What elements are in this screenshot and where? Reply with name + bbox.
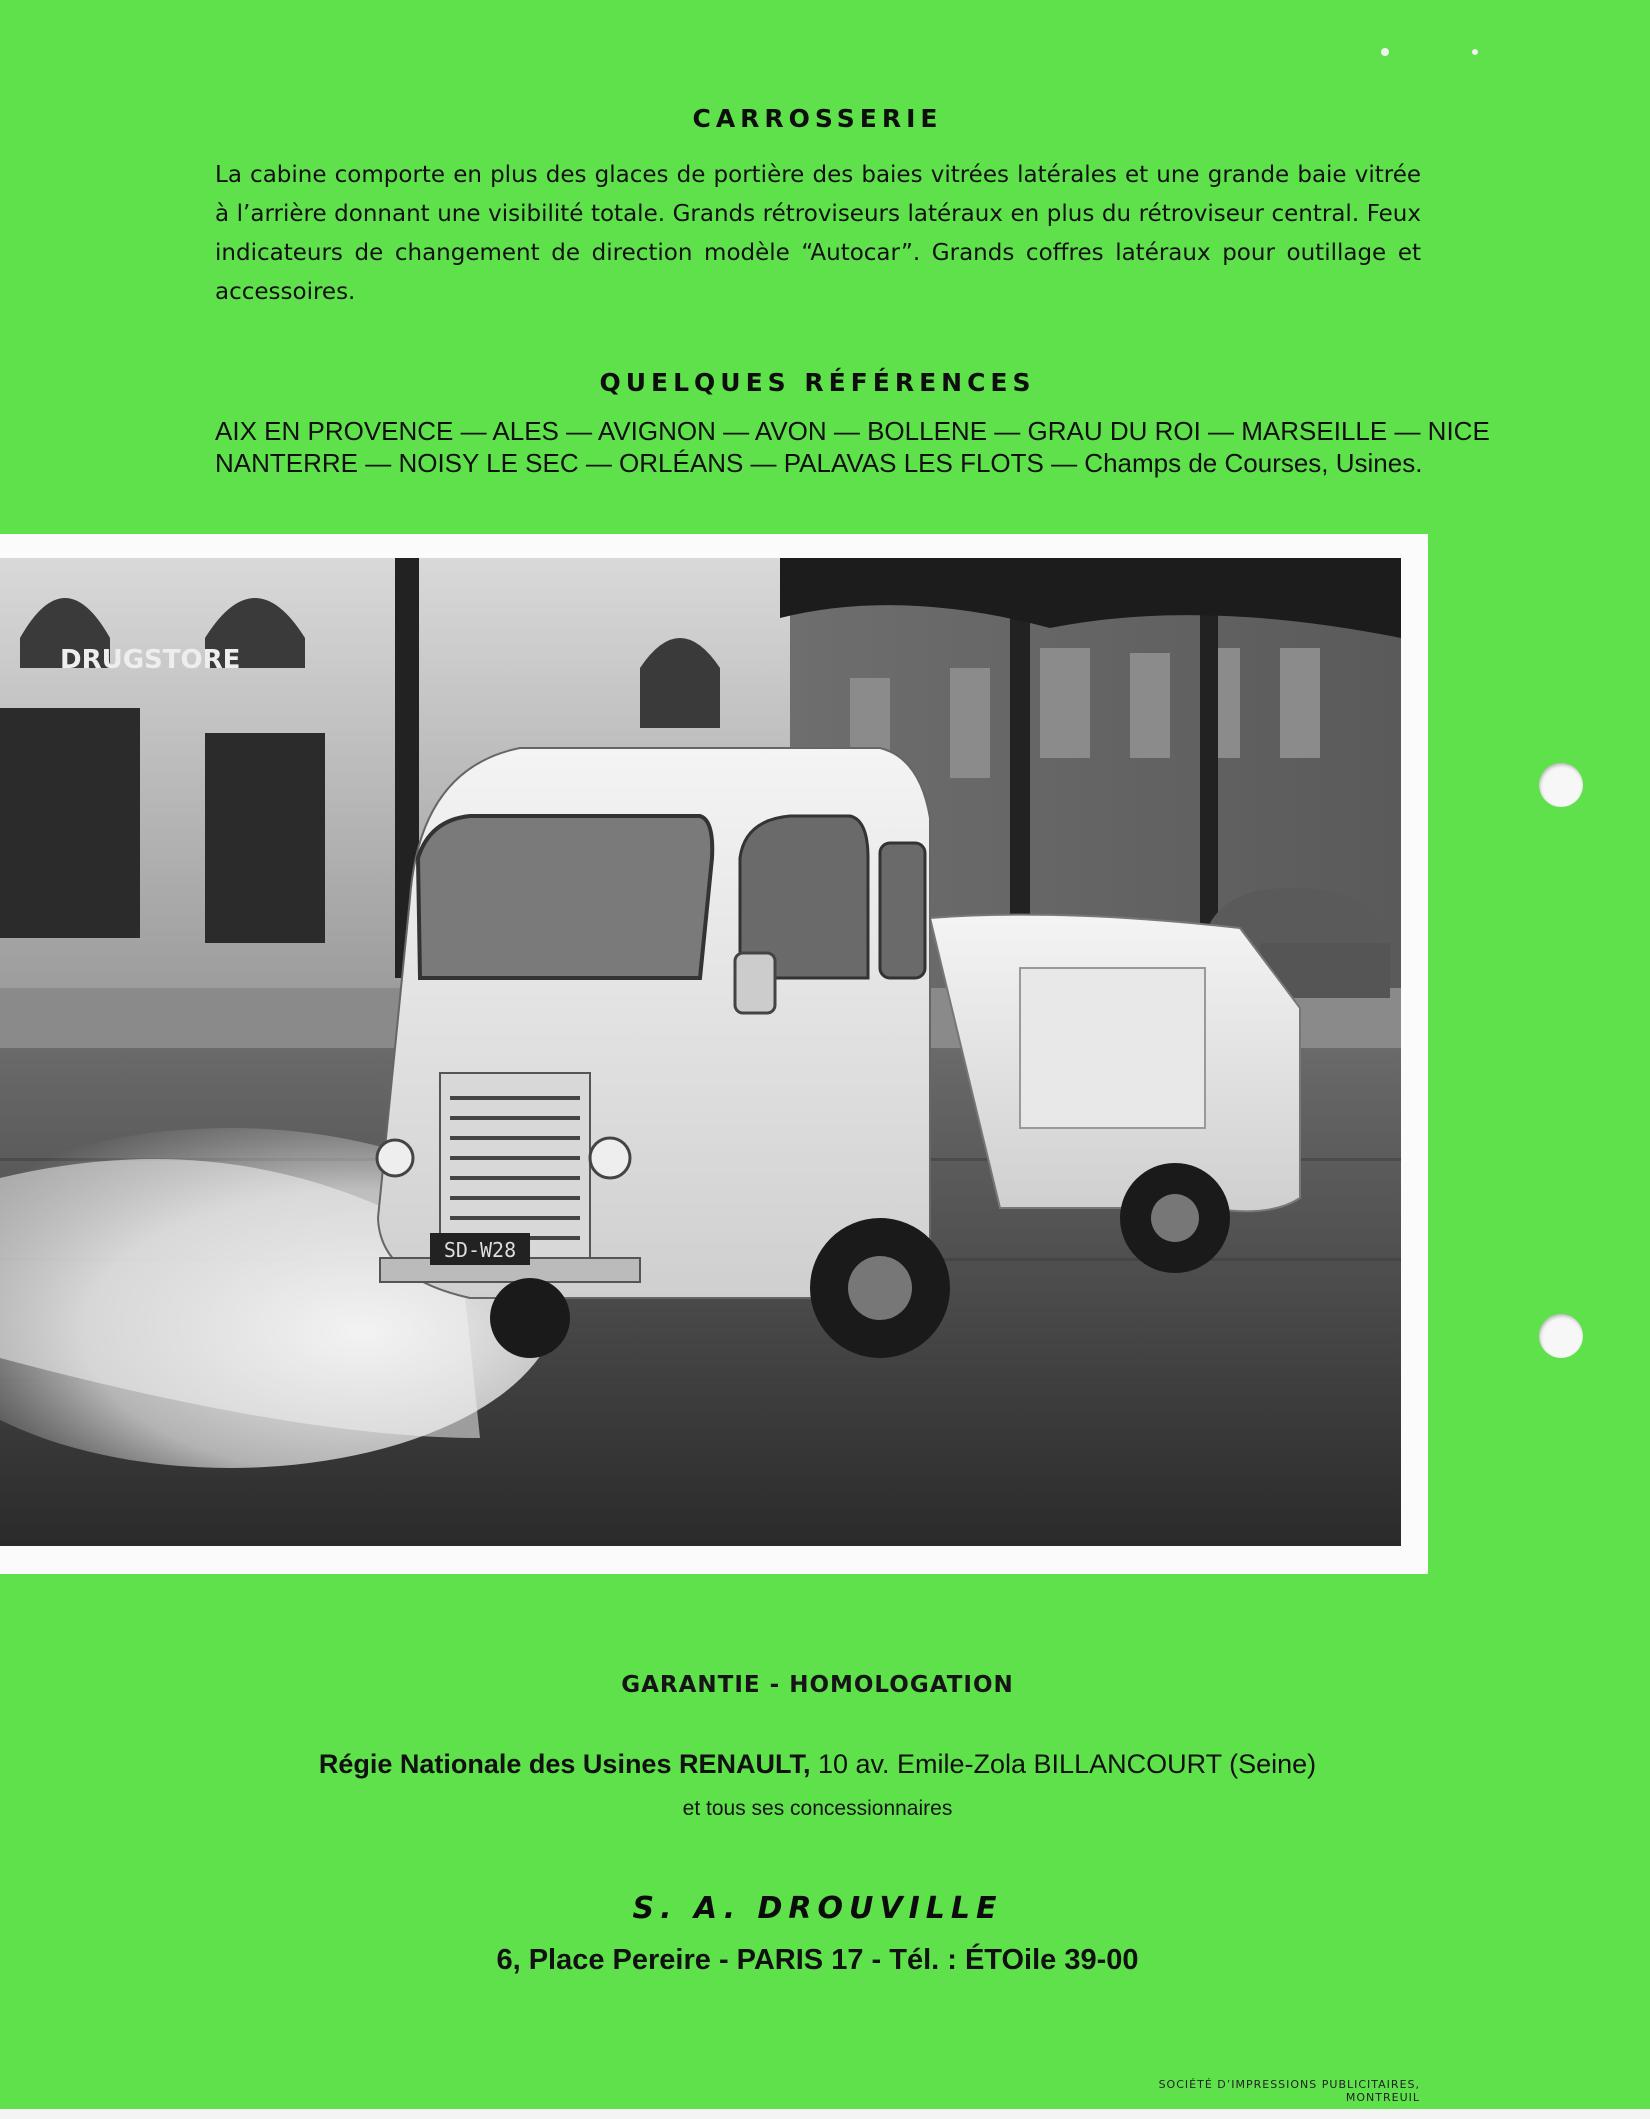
manufacturer-address: 10 av. Emile-Zola BILLANCOURT (Seine): [810, 1749, 1317, 1779]
dealers-line: et tous ses concessionnaires: [682, 1797, 953, 1820]
references-line-1: AIX EN PROVENCE — ALES — AVIGNON — AVON — BOLLENE — GRAU DU ROI — MARSEILLE — NICE: [215, 416, 1490, 446]
references-heading: QUELQUES RÉFÉRENCES: [599, 368, 1036, 397]
truck-photo: [0, 558, 1401, 1546]
carrosserie-heading: CARROSSERIE: [692, 104, 943, 133]
references-list: [215, 415, 1490, 479]
printer-credit: SOCIÉTÉ D’IMPRESSIONS PUBLICITAIRES, MONTREUIL: [1158, 2078, 1420, 2104]
street-sweeper-truck-illustration: [0, 558, 1401, 1546]
garantie-heading: GARANTIE - HOMOLOGATION: [621, 1672, 1014, 1698]
references-line-2: NANTERRE — NOISY LE SEC — ORLÉANS — PALAVAS LES FLOTS — Champs de Courses, Usines.: [215, 448, 1423, 478]
license-plate: SD-W28: [443, 1238, 517, 1262]
company-name: S. A. DROUVILLE: [632, 1891, 1003, 1926]
punch-hole-bottom: [1539, 1314, 1583, 1358]
punch-hole-top: [1539, 763, 1583, 807]
corner-marks: [1370, 40, 1500, 70]
carrosserie-paragraph: La cabine comporte en plus des glaces de portière des baies vitrées latérales et une grande baie vitrée à l’arrière donnant une visibilité totale. Grands rétroviseurs latéraux en plus du rétroviseur central. Feux indicateurs de changement de direction modèle “Autocar”. Grands coffres latéraux pour outillage et accessoires.: [215, 162, 1421, 305]
shop-sign: DRUGSTORE: [60, 645, 241, 675]
manufacturer-name: Régie Nationale des Usines RENAULT,: [318, 1749, 811, 1779]
company-address: 6, Place Pereire - PARIS 17 - Tél. : ÉTOile 39-00: [496, 1944, 1139, 1976]
manufacturer-line: [0, 1749, 1635, 1780]
page-edge: [0, 2109, 1650, 2119]
